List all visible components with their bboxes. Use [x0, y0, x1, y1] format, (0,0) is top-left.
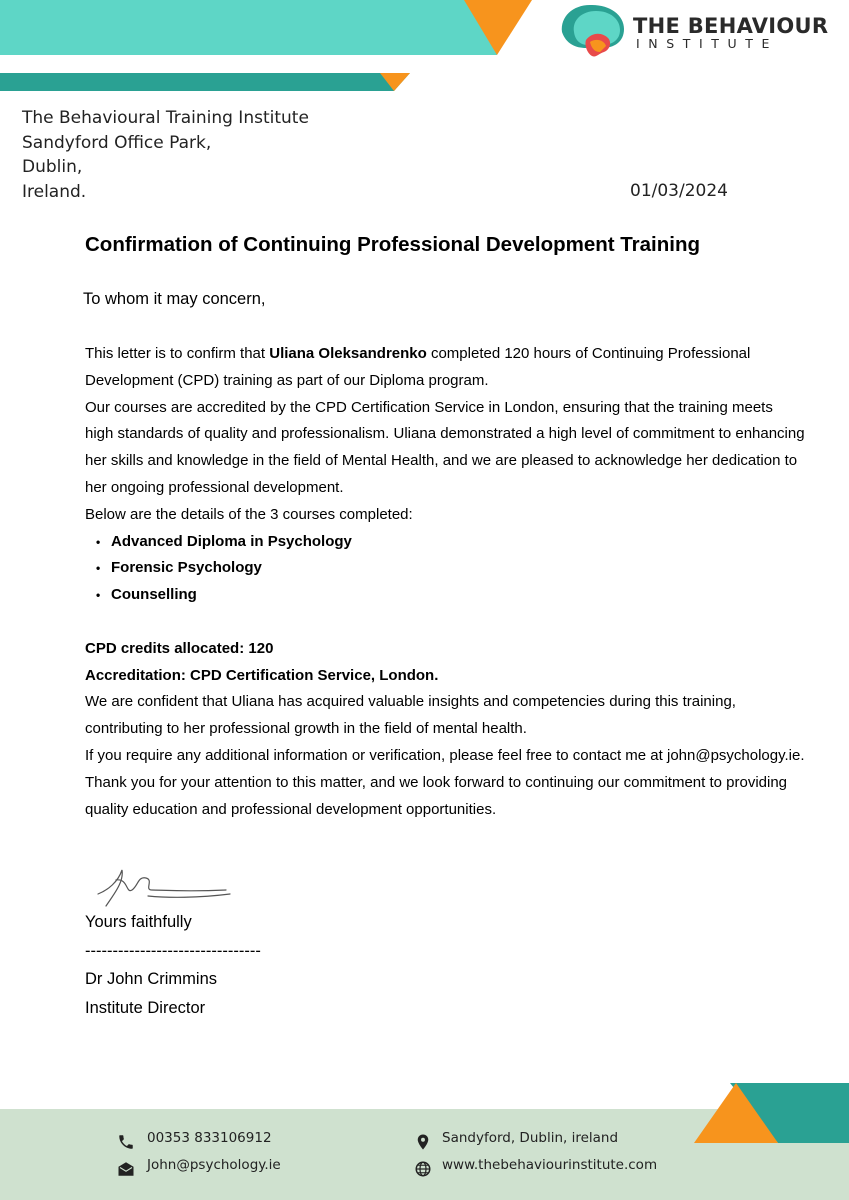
cpd-credits: CPD credits allocated: 120 — [85, 639, 274, 657]
course-list — [85, 529, 805, 609]
body-paragraph: We are confident that Uliana has acquired valuable insights and competencies during this training, contributing to her professional growth in the field of mental health. — [85, 693, 736, 738]
signature-line: -------------------------------- — [85, 941, 261, 960]
body-paragraph: If you require any additional information or verification, please feel free to contact me at john@psychology.ie. — [85, 746, 805, 764]
logo-subtitle: INSTITUTE — [636, 36, 779, 51]
footer-decoration — [690, 1083, 849, 1143]
signatory-role: Institute Director — [85, 999, 206, 1018]
footer-email[interactable]: John@psychology.ie — [147, 1157, 281, 1173]
list-item: • Advanced Diploma in Psychology — [85, 529, 805, 556]
envelope-icon — [117, 1160, 135, 1178]
address-line: Sandyford Office Park, — [22, 132, 212, 153]
footer-location: Sandyford, Dublin, ireland — [442, 1130, 619, 1146]
globe-icon — [414, 1160, 432, 1178]
brain-logo-icon — [556, 2, 630, 58]
location-pin-icon — [414, 1133, 432, 1151]
address-line: Dublin, — [22, 157, 83, 178]
closing-block — [85, 908, 261, 1023]
address-line: The Behavioural Training Institute — [22, 108, 309, 128]
body-paragraph: Below are the details of the 3 courses completed: — [85, 505, 413, 523]
footer-phone[interactable]: 00353 833106912 — [147, 1130, 272, 1146]
signatory-name: Dr John Crimmins — [85, 970, 218, 989]
address-line: Ireland. — [22, 182, 87, 203]
sender-address — [22, 106, 309, 205]
list-item: • Counselling — [85, 582, 805, 609]
body-paragraph: Thank you for your attention to this matter, and we look forward to continuing our commitment to providing quality education and professional development opportunities. — [85, 773, 788, 818]
body-paragraph: Our courses are accredited by the CPD Certification Service in London, ensuring that the training meets high standards of quality and professionalism. Uliana demonstrated a high level of commitment to enhancing her skills and knowledge in the field of Mental Health, and we are pleased to acknowledge her dedication to her ongoing professional development. — [85, 398, 805, 496]
accreditation: Accreditation: CPD Certification Service, London. — [85, 666, 439, 684]
greeting: To whom it may concern, — [83, 290, 266, 308]
recipient-name: Uliana Oleksandrenko — [269, 345, 427, 362]
phone-icon — [117, 1133, 135, 1151]
footer-website[interactable]: www.thebehaviourinstitute.com — [442, 1157, 658, 1173]
header-dark-teal-bar — [0, 73, 410, 91]
letter-body — [85, 341, 805, 823]
sign-off: Yours faithfully — [85, 913, 192, 931]
list-item: • Forensic Psychology — [85, 555, 805, 582]
logo-title: THE BEHAVIOUR — [633, 14, 829, 38]
letter-date: 01/03/2024 — [630, 181, 728, 201]
letter-title: Confirmation of Continuing Professional Development Training — [85, 233, 701, 256]
header-teal-band — [0, 0, 497, 55]
body-paragraph: This letter is to confirm that Uliana Oleksandrenko completed 120 hours of Continuing Professional Development (CPD) training as part of our Diploma program. — [85, 345, 751, 389]
